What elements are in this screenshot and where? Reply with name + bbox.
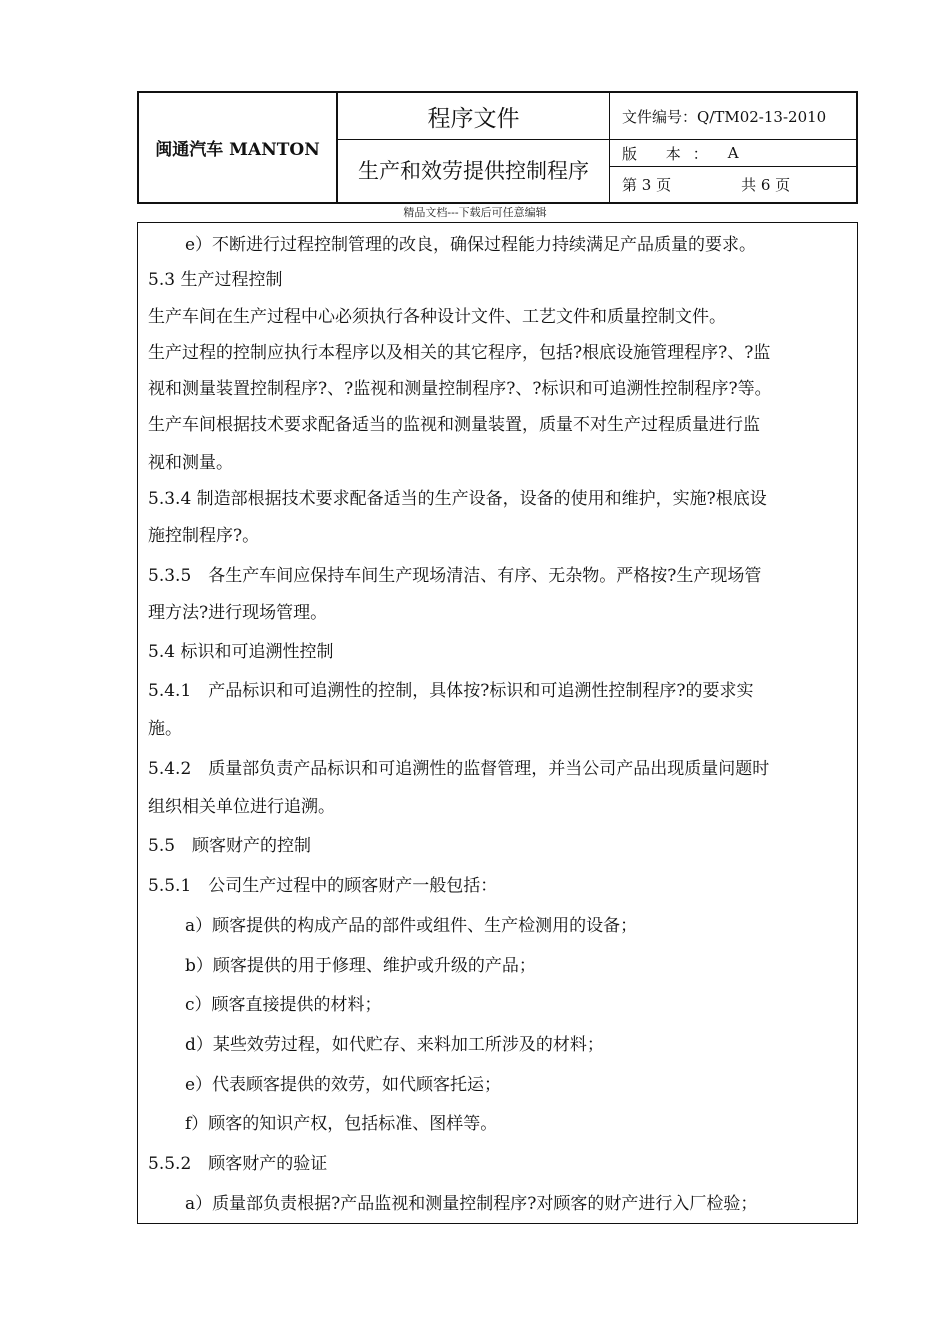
list-item: b）顾客提供的用于修理、维护或升级的产品； xyxy=(185,956,536,976)
text-line: 生产车间在生产过程中心必须执行各种设计文件、工艺文件和质量控制文件。 xyxy=(148,307,726,327)
page-info xyxy=(610,167,856,202)
page-number: 第 3 页 xyxy=(622,176,672,194)
list-item: e）代表顾客提供的效劳，如代顾客托运； xyxy=(185,1075,502,1095)
version-value: A xyxy=(727,144,739,162)
text-line: 生产过程的控制应执行本程序以及相关的其它程序，包括?根底设施管理程序?、?监 xyxy=(148,343,771,363)
document-number: 文件编号：Q/TM02-13-2010 xyxy=(610,93,856,140)
text-line: 5.3.4 制造部根据技术要求配备适当的生产设备，设备的使用和维护，实施?根底设 xyxy=(148,489,767,509)
document-type: 程序文件 xyxy=(338,93,610,140)
text-line: 5.5.2 顾客财产的验证 xyxy=(148,1154,328,1174)
list-item: d）某些效劳过程，如代贮存、来料加工所涉及的材料； xyxy=(185,1035,604,1055)
text-line: e）不断进行过程控制管理的改良，确保过程能力持续满足产品质量的要求。 xyxy=(185,235,757,255)
text-line: 5.3.5 各生产车间应保持车间生产现场清洁、有序、无杂物。严格按?生产现场管 xyxy=(148,566,762,586)
document-header-table xyxy=(137,91,858,204)
version-label: 版 本： xyxy=(622,144,720,163)
section-heading: 5.3 生产过程控制 xyxy=(148,270,283,290)
text-line: 5.5.1 公司生产过程中的顾客财产一般包括： xyxy=(148,876,498,896)
text-line: 5.4.2 质量部负责产品标识和可追溯性的监督管理，并当公司产品出现质量问题时 xyxy=(148,759,770,779)
document-body xyxy=(137,222,858,1224)
text-line: 视和测量。 xyxy=(148,453,233,473)
list-item: c）顾客直接提供的材料； xyxy=(185,995,382,1015)
document-version xyxy=(610,140,856,167)
section-heading: 5.5 顾客财产的控制 xyxy=(148,836,312,856)
text-line: 视和测量装置控制程序?、?监视和测量控制程序?、?标识和可追溯性控制程序?等。 xyxy=(148,379,772,399)
list-item: a）质量部负责根据?产品监视和测量控制程序?对顾客的财产进行入厂检验； xyxy=(185,1194,758,1214)
list-item: a）顾客提供的构成产品的部件或组件、生产检测用的设备； xyxy=(185,916,638,936)
company-name: 闽通汽车 MANTON xyxy=(139,93,338,202)
page-total: 共 6 页 xyxy=(741,176,791,194)
text-line: 施。 xyxy=(148,719,182,739)
watermark-text: 精品文档---下载后可任意编辑 xyxy=(403,206,547,219)
text-line: 施控制程序?。 xyxy=(148,526,260,546)
text-line: 5.4.1 产品标识和可追溯性的控制，具体按?标识和可追溯性控制程序?的要求实 xyxy=(148,681,754,701)
text-line: 组织相关单位进行追溯。 xyxy=(148,797,335,817)
section-heading: 5.4 标识和可追溯性控制 xyxy=(148,642,334,662)
text-line: 理方法?进行现场管理。 xyxy=(148,603,328,623)
document-title: 生产和效劳提供控制程序 xyxy=(338,140,610,202)
text-line: 生产车间根据技术要求配备适当的监视和测量装置，质量不对生产过程质量进行监 xyxy=(148,415,760,435)
list-item: f）顾客的知识产权，包括标准、图样等。 xyxy=(185,1114,498,1134)
